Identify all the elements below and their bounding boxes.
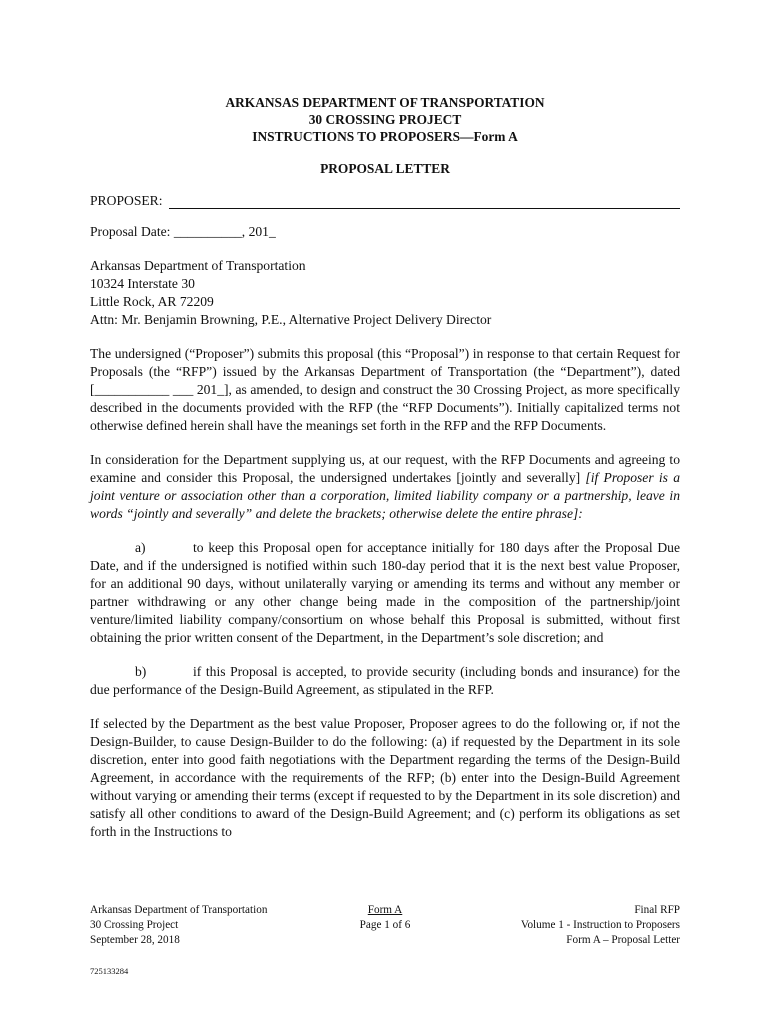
address-attn: Attn: Mr. Benjamin Browning, P.E., Alternative Project Delivery Director [90, 312, 492, 327]
document-id: 725133284 [90, 966, 129, 976]
footer-page-number: Page 1 of 6 [359, 919, 411, 931]
list-item-a [90, 539, 680, 647]
footer-right [483, 903, 680, 948]
consideration-text: In consideration for the Department supplying us, at our request, with the RFP Documents and agreeing to examine and consider this Proposal, the undersigned undertakes [jointly and severally] [90, 452, 680, 485]
header-agency: ARKANSAS DEPARTMENT OF TRANSPORTATION [225, 95, 545, 110]
consideration-instruction: [if Proposer is a joint venture or association other than a corporation, limited liability company or a partnership, leave in words “jointly and severally” and delete the brackets; otherwise delete the entire phrase]: [90, 470, 680, 521]
footer-date: September 28, 2018 [90, 934, 180, 946]
proposal-date: Proposal Date: __________, 201_ [90, 224, 276, 239]
paragraph-consideration [90, 451, 680, 523]
list-item-b [90, 663, 680, 699]
footer-center [287, 903, 484, 948]
paragraph-intro: The undersigned (“Proposer”) submits this proposal (this “Proposal”) in response to that certain Request for Proposals (the “RFP”) issued by the Arkansas Department of Transportation (the “Department”), dated [___________ ___ 201_], as amended, to design and construct the 30 Crossing Project, as more specifically described in the documents provided with the RFP (the “RFP Documents”). Initially capitalized terms not otherwise defined herein shall have the meanings set forth in the RFP and the RFP Documents. [90, 346, 680, 433]
document-header [90, 94, 680, 145]
header-form: INSTRUCTIONS TO PROPOSERS—Form A [252, 129, 518, 144]
address-line-1: Arkansas Department of Transportation [90, 258, 306, 273]
item-b-label: b) [135, 664, 147, 679]
footer-form: Form A [367, 904, 403, 916]
page-title: PROPOSAL LETTER [320, 161, 450, 176]
proposer-label: PROPOSER: [90, 193, 163, 208]
recipient-address [90, 257, 680, 329]
footer-form-title: Form A – Proposal Letter [566, 934, 681, 946]
proposer-field [90, 193, 680, 209]
proposer-blank-line [169, 195, 680, 209]
footer-left [90, 903, 287, 948]
page-footer [90, 903, 680, 948]
footer-volume: Volume 1 - Instruction to Proposers [520, 919, 681, 931]
footer-agency: Arkansas Department of Transportation [90, 904, 268, 916]
item-a-label: a) [135, 540, 146, 555]
item-a-text: to keep this Proposal open for acceptance initially for 180 days after the Proposal Due Date, and if the undersigned is notified within such 180-day period that it is the next best value Proposer, for an additional 90 days, without unilaterally varying or amending its terms and without any member or partner withdrawing or any other change being made in the composition of the partnership/joint venture/limited liability company/consortium on whose behalf this Proposal is submitted, without first obtaining the prior written consent of the Department, in the Department’s sole discretion; and [90, 540, 680, 645]
address-line-3: Little Rock, AR 72209 [90, 294, 214, 309]
footer-project: 30 Crossing Project [90, 919, 179, 931]
paragraph-selection: If selected by the Department as the best value Proposer, Proposer agrees to do the following or, if not the Design-Builder, to cause Design-Builder to do the following: (a) if requested by the Department in its sole discretion, enter into good faith negotiations with the Department regarding the terms of the Design-Build Agreement, in accordance with the requirements of the RFP; (b) enter into the Design-Build Agreement without varying or amending their terms (except if requested to by the Department in its sole discretion) and satisfy all other conditions to award of the Design-Build Agreement; and (c) perform its obligations as set forth in the Instructions to [90, 716, 680, 839]
header-project: 30 CROSSING PROJECT [308, 112, 462, 127]
footer-rfp: Final RFP [634, 904, 681, 916]
item-b-text: if this Proposal is accepted, to provide security (including bonds and insurance) for the due performance of the Design-Build Agreement, as stipulated in the RFP. [90, 664, 680, 697]
address-line-2: 10324 Interstate 30 [90, 276, 195, 291]
